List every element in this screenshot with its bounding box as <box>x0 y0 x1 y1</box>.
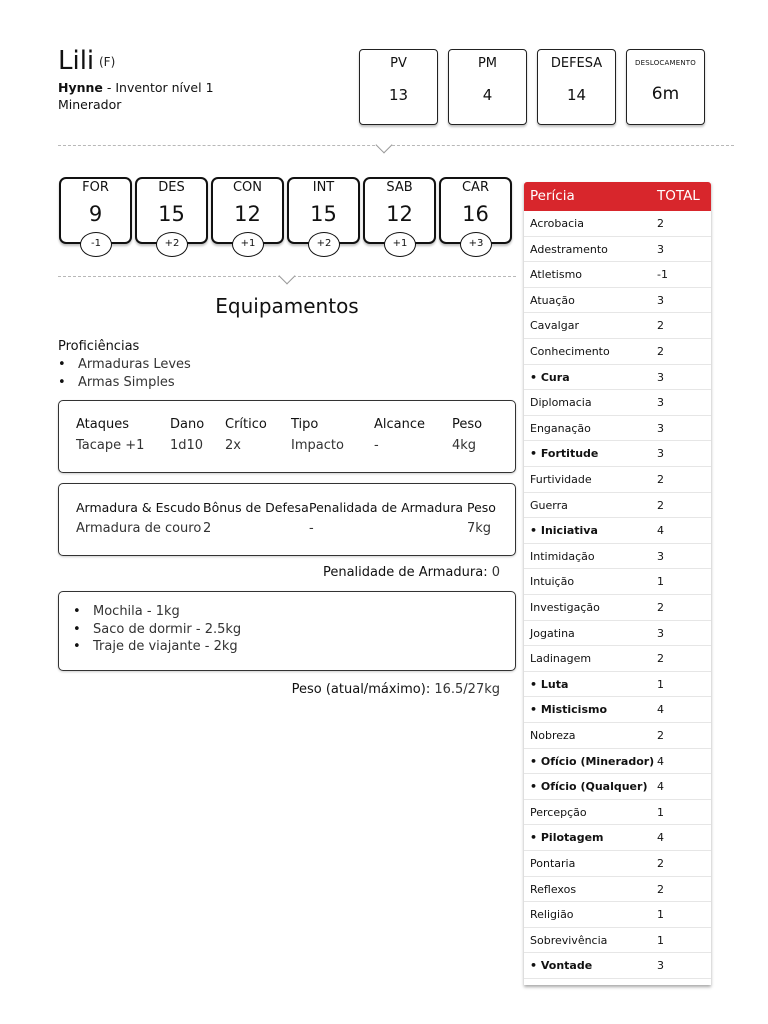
stat-box-deslocamento <box>626 49 705 125</box>
proficiencies-title: Proficiências <box>58 339 140 354</box>
skill-row <box>524 467 711 493</box>
skill-total: 2 <box>657 217 664 230</box>
character-name: Lili <box>58 46 95 76</box>
skill-name: Adestramento <box>530 242 608 256</box>
attacks-table <box>58 400 516 473</box>
stat-value: 4 <box>482 86 493 104</box>
skill-total: 1 <box>657 677 664 691</box>
attribute-label: DES <box>158 180 185 195</box>
skill-name: Investigação <box>530 601 600 614</box>
skill-name: Cavalgar <box>530 319 579 333</box>
skill-name: Ladinagem <box>530 652 592 666</box>
skill-row <box>524 493 711 519</box>
attack-weight: 4kg <box>452 438 477 453</box>
skill-total: 2 <box>657 601 664 614</box>
skill-total: 1 <box>657 933 664 947</box>
skills-table <box>524 182 711 985</box>
skill-name: Intimidação <box>530 549 595 563</box>
weight-total <box>292 682 500 697</box>
stat-label: PV <box>390 56 407 71</box>
stat-box-pv <box>359 49 438 125</box>
attacks-header-dano: Dano <box>170 417 205 432</box>
stat-label: DEFESA <box>550 56 603 71</box>
attribute-label: SAB <box>386 180 413 195</box>
armor-defense-bonus: 2 <box>203 521 212 536</box>
skill-row <box>524 697 711 723</box>
skill-row <box>524 800 711 826</box>
skills-header <box>524 182 711 211</box>
armor-table <box>58 483 516 556</box>
stat-label: PM <box>477 56 498 71</box>
header-divider <box>58 145 734 146</box>
skill-total: 3 <box>657 447 664 461</box>
skill-name: Diplomacia <box>530 396 592 410</box>
item-entry: • Mochila - 1kg <box>73 603 241 621</box>
attribute-value: 9 <box>88 202 103 226</box>
attribute-value: 15 <box>158 202 185 226</box>
skill-total: 2 <box>657 498 664 512</box>
skill-row <box>524 390 711 416</box>
skill-name: Nobreza <box>530 729 576 742</box>
skill-total: 2 <box>657 473 664 486</box>
skill-row <box>524 441 711 467</box>
header-divider-arrow <box>376 137 393 154</box>
skill-row <box>524 237 711 263</box>
skill-name: Sobrevivência <box>530 933 608 947</box>
skill-total: 4 <box>657 754 664 768</box>
skill-row <box>524 288 711 314</box>
attribute-modifier: +1 <box>384 232 416 257</box>
armor-weight: 7kg <box>467 521 492 536</box>
armor-penalty-value: 0 <box>491 565 500 580</box>
skill-row <box>524 595 711 621</box>
skill-total: 3 <box>657 370 664 384</box>
attack-range: - <box>374 438 379 453</box>
weight-label: Peso (atual/máximo): <box>291 682 431 697</box>
equipment-title: Equipamentos <box>215 294 359 318</box>
attacks-header-alcance: Alcance <box>374 417 426 432</box>
skill-row <box>524 365 711 391</box>
skill-name: Conhecimento <box>530 345 610 358</box>
skill-name: • Luta <box>530 677 569 691</box>
skill-name: Guerra <box>530 498 568 512</box>
skill-name: Pontaria <box>530 857 576 870</box>
skill-row <box>524 416 711 442</box>
skill-row <box>524 723 711 749</box>
skill-row <box>524 262 711 288</box>
skill-total: 2 <box>657 345 664 358</box>
skill-row <box>524 544 711 570</box>
stat-value: 13 <box>388 86 409 104</box>
stat-box-pm <box>448 49 527 125</box>
attributes-divider-arrow <box>279 268 296 285</box>
character-gender: (F) <box>99 55 116 69</box>
skill-total: 2 <box>657 319 664 333</box>
skill-name: • Ofício (Qualquer) <box>530 780 648 794</box>
items-box <box>58 591 516 671</box>
skill-name: Enganação <box>530 421 591 435</box>
skill-total: 4 <box>657 703 664 717</box>
skill-row <box>524 851 711 877</box>
skill-total: 3 <box>657 959 664 973</box>
attack-type: Impacto <box>291 438 344 453</box>
attribute-modifier: +2 <box>156 232 188 257</box>
weight-value: 16.5/27kg <box>434 682 500 697</box>
proficiency-item: • Armaduras Leves <box>58 356 191 374</box>
armor-header-bonus: Bônus de Defesa <box>203 500 309 515</box>
skill-total: 3 <box>657 396 664 410</box>
skill-row <box>524 339 711 365</box>
attribute-modifier: +3 <box>460 232 492 257</box>
skill-total: 3 <box>657 549 664 563</box>
armor-header-armadura: Armadura & Escudo <box>76 500 201 515</box>
skill-total: 1 <box>657 575 664 589</box>
skill-total: 4 <box>657 780 664 794</box>
proficiencies-list <box>58 356 191 391</box>
attack-name: Tacape +1 <box>76 438 145 453</box>
skill-total: 2 <box>657 652 664 666</box>
skill-total: -1 <box>657 268 668 282</box>
attacks-header-critico: Crítico <box>225 417 267 432</box>
skill-name: Intuição <box>530 575 575 589</box>
stat-value: 14 <box>566 86 587 104</box>
attacks-header-peso: Peso <box>452 417 483 432</box>
attribute-label: CAR <box>461 180 489 195</box>
attribute-value: 12 <box>386 202 413 226</box>
skill-row <box>524 928 711 954</box>
skill-name: • Ofício (Minerador) <box>530 754 655 768</box>
skill-row <box>524 825 711 851</box>
skill-total: 4 <box>657 831 664 845</box>
attribute-label: CON <box>232 180 263 195</box>
skill-name: • Fortitude <box>530 447 599 461</box>
attribute-modifier: -1 <box>80 232 112 257</box>
character-race-class <box>58 80 214 95</box>
skill-name: Acrobacia <box>530 217 584 230</box>
character-race: Hynne <box>58 80 103 95</box>
item-entry: • Saco de dormir - 2.5kg <box>73 621 241 639</box>
stat-box-defesa <box>537 49 616 125</box>
proficiency-item: • Armas Simples <box>58 374 191 392</box>
skill-row <box>524 621 711 647</box>
skill-total: 4 <box>657 524 664 538</box>
attribute-label: INT <box>312 180 335 195</box>
skill-name: • Misticismo <box>530 703 608 717</box>
attribute-value: 12 <box>234 202 261 226</box>
skill-name: Atuação <box>530 293 575 307</box>
skill-row <box>524 569 711 595</box>
character-origin: Minerador <box>58 97 122 112</box>
character-class-level: - Inventor nível 1 <box>106 80 214 95</box>
skill-name: • Pilotagem <box>530 831 604 845</box>
attacks-header-ataques: Ataques <box>76 417 129 432</box>
attribute-value: 16 <box>462 202 489 226</box>
armor-penalty-label: Penalidade de Armadura: <box>322 565 488 580</box>
armor-penalty-total <box>323 565 500 580</box>
skill-name: Jogatina <box>530 626 575 640</box>
armor-header-peso: Peso <box>467 500 496 515</box>
attacks-header-tipo: Tipo <box>291 417 319 432</box>
stat-value: 6m <box>651 84 680 104</box>
skills-header-name: Perícia <box>530 188 575 204</box>
items-list <box>73 603 241 656</box>
skill-name: Furtividade <box>530 473 592 486</box>
skill-name: • Iniciativa <box>530 524 598 538</box>
skill-row <box>524 749 711 775</box>
attribute-modifier: +2 <box>308 232 340 257</box>
skill-total: 3 <box>657 293 664 307</box>
skill-row <box>524 877 711 903</box>
skill-row <box>524 953 711 979</box>
attribute-value: 15 <box>310 202 337 226</box>
armor-penalty: - <box>309 521 314 536</box>
skill-row <box>524 646 711 672</box>
skill-row <box>524 211 711 237</box>
skill-name: • Cura <box>530 370 570 384</box>
skill-name: • Vontade <box>530 959 593 973</box>
attribute-modifier: +1 <box>232 232 264 257</box>
stat-label: DESLOCAMENTO <box>635 59 696 67</box>
skill-name: Percepção <box>530 805 587 819</box>
skill-total: 2 <box>657 882 664 896</box>
skill-name: Religião <box>530 908 574 922</box>
armor-header-penalidade: Penalidada de Armadura <box>309 500 464 515</box>
skill-row <box>524 518 711 544</box>
attack-critical: 2x <box>225 438 241 453</box>
skill-name: Reflexos <box>530 882 577 896</box>
armor-name: Armadura de couro <box>76 521 202 536</box>
skill-total: 1 <box>657 908 664 922</box>
skill-total: 2 <box>657 857 664 870</box>
skill-total: 3 <box>657 242 664 256</box>
attribute-label: FOR <box>82 180 109 195</box>
attack-damage: 1d10 <box>170 438 204 453</box>
skill-total: 1 <box>657 805 664 819</box>
skill-total: 3 <box>657 626 664 640</box>
skill-row <box>524 774 711 800</box>
skill-total: 2 <box>657 729 664 742</box>
item-entry: • Traje de viajante - 2kg <box>73 638 241 656</box>
skill-row <box>524 313 711 339</box>
skill-row <box>524 672 711 698</box>
skill-name: Atletismo <box>530 268 583 282</box>
skills-header-total: TOTAL <box>657 188 700 204</box>
skill-total: 3 <box>657 421 664 435</box>
skill-row <box>524 902 711 928</box>
